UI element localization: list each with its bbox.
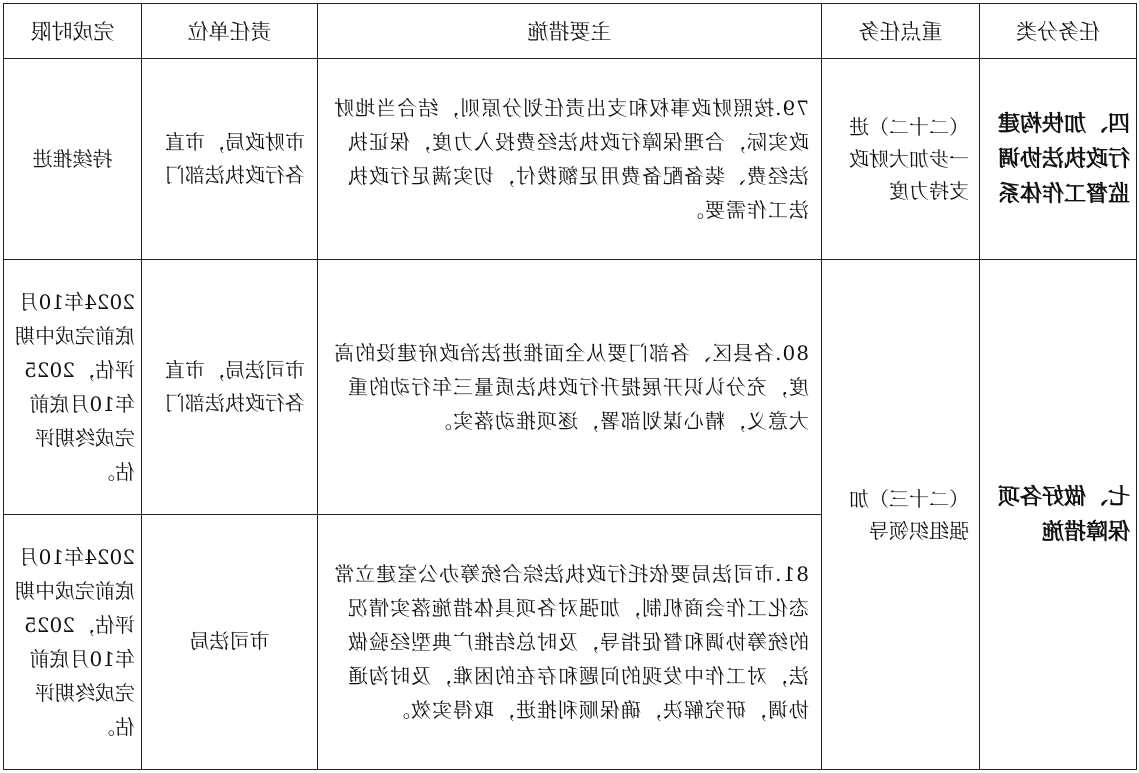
deadline-cell: 2024年10月底前完成中期评估，2025年10月底前完成终期评估。 [4, 514, 142, 769]
measure-cell: 81.市司法局要依托行政执法综合统筹办公室建立常态化工作会商机制，加强对各项具体措施落实情况的统筹协调和督促指导，及时总结推广典型经验做法，对工作中发现的问题和存在的困难，及时沟通协调，研究解决，确保顺利推进，取得实效。 [318, 514, 822, 769]
measure-cell: 80.各县区、各部门要从全面推进法治政府建设的高度，充分认识开展提升行政执法质量三年行动的重大意义，精心谋划部署，逐项推动落实。 [318, 260, 822, 514]
task-table [3, 3, 1137, 770]
task-table-page [3, 3, 1136, 770]
header-measure: 主要措施 [318, 4, 822, 59]
unit-cell: 市司法局，市直各行政执法部门 [142, 260, 318, 514]
header-unit: 责任单位 [142, 4, 318, 59]
header-row [4, 4, 1137, 59]
table-row [4, 59, 1137, 260]
category-cell: 四、加快构建行政执法协调监督工作体系 [980, 59, 1137, 260]
unit-cell: 市司法局 [142, 514, 318, 769]
table-row [4, 260, 1137, 514]
key-task-cell: （二十二）进一步加大财政支持力度 [822, 59, 980, 260]
deadline-cell: 持续推进 [4, 59, 142, 260]
unit-cell: 市财政局，市直各行政执法部门 [142, 59, 318, 260]
measure-cell: 79.按照财政事权和支出责任划分原则，结合当地财政实际，合理保障行政执法经费投入力度，保证执法经费、装备配备费用足额拨付，切实满足行政执法工作需要。 [318, 59, 822, 260]
key-task-cell: （二十三）加强组织领导 [822, 260, 980, 770]
deadline-cell: 2024年10月底前完成中期评估，2025年10月底前完成终期评估。 [4, 260, 142, 514]
header-deadline: 完成时限 [4, 4, 142, 59]
header-category: 任务分类 [980, 4, 1137, 59]
header-key-task: 重点任务 [822, 4, 980, 59]
category-cell: 七、做好各项保障措施 [980, 260, 1137, 770]
